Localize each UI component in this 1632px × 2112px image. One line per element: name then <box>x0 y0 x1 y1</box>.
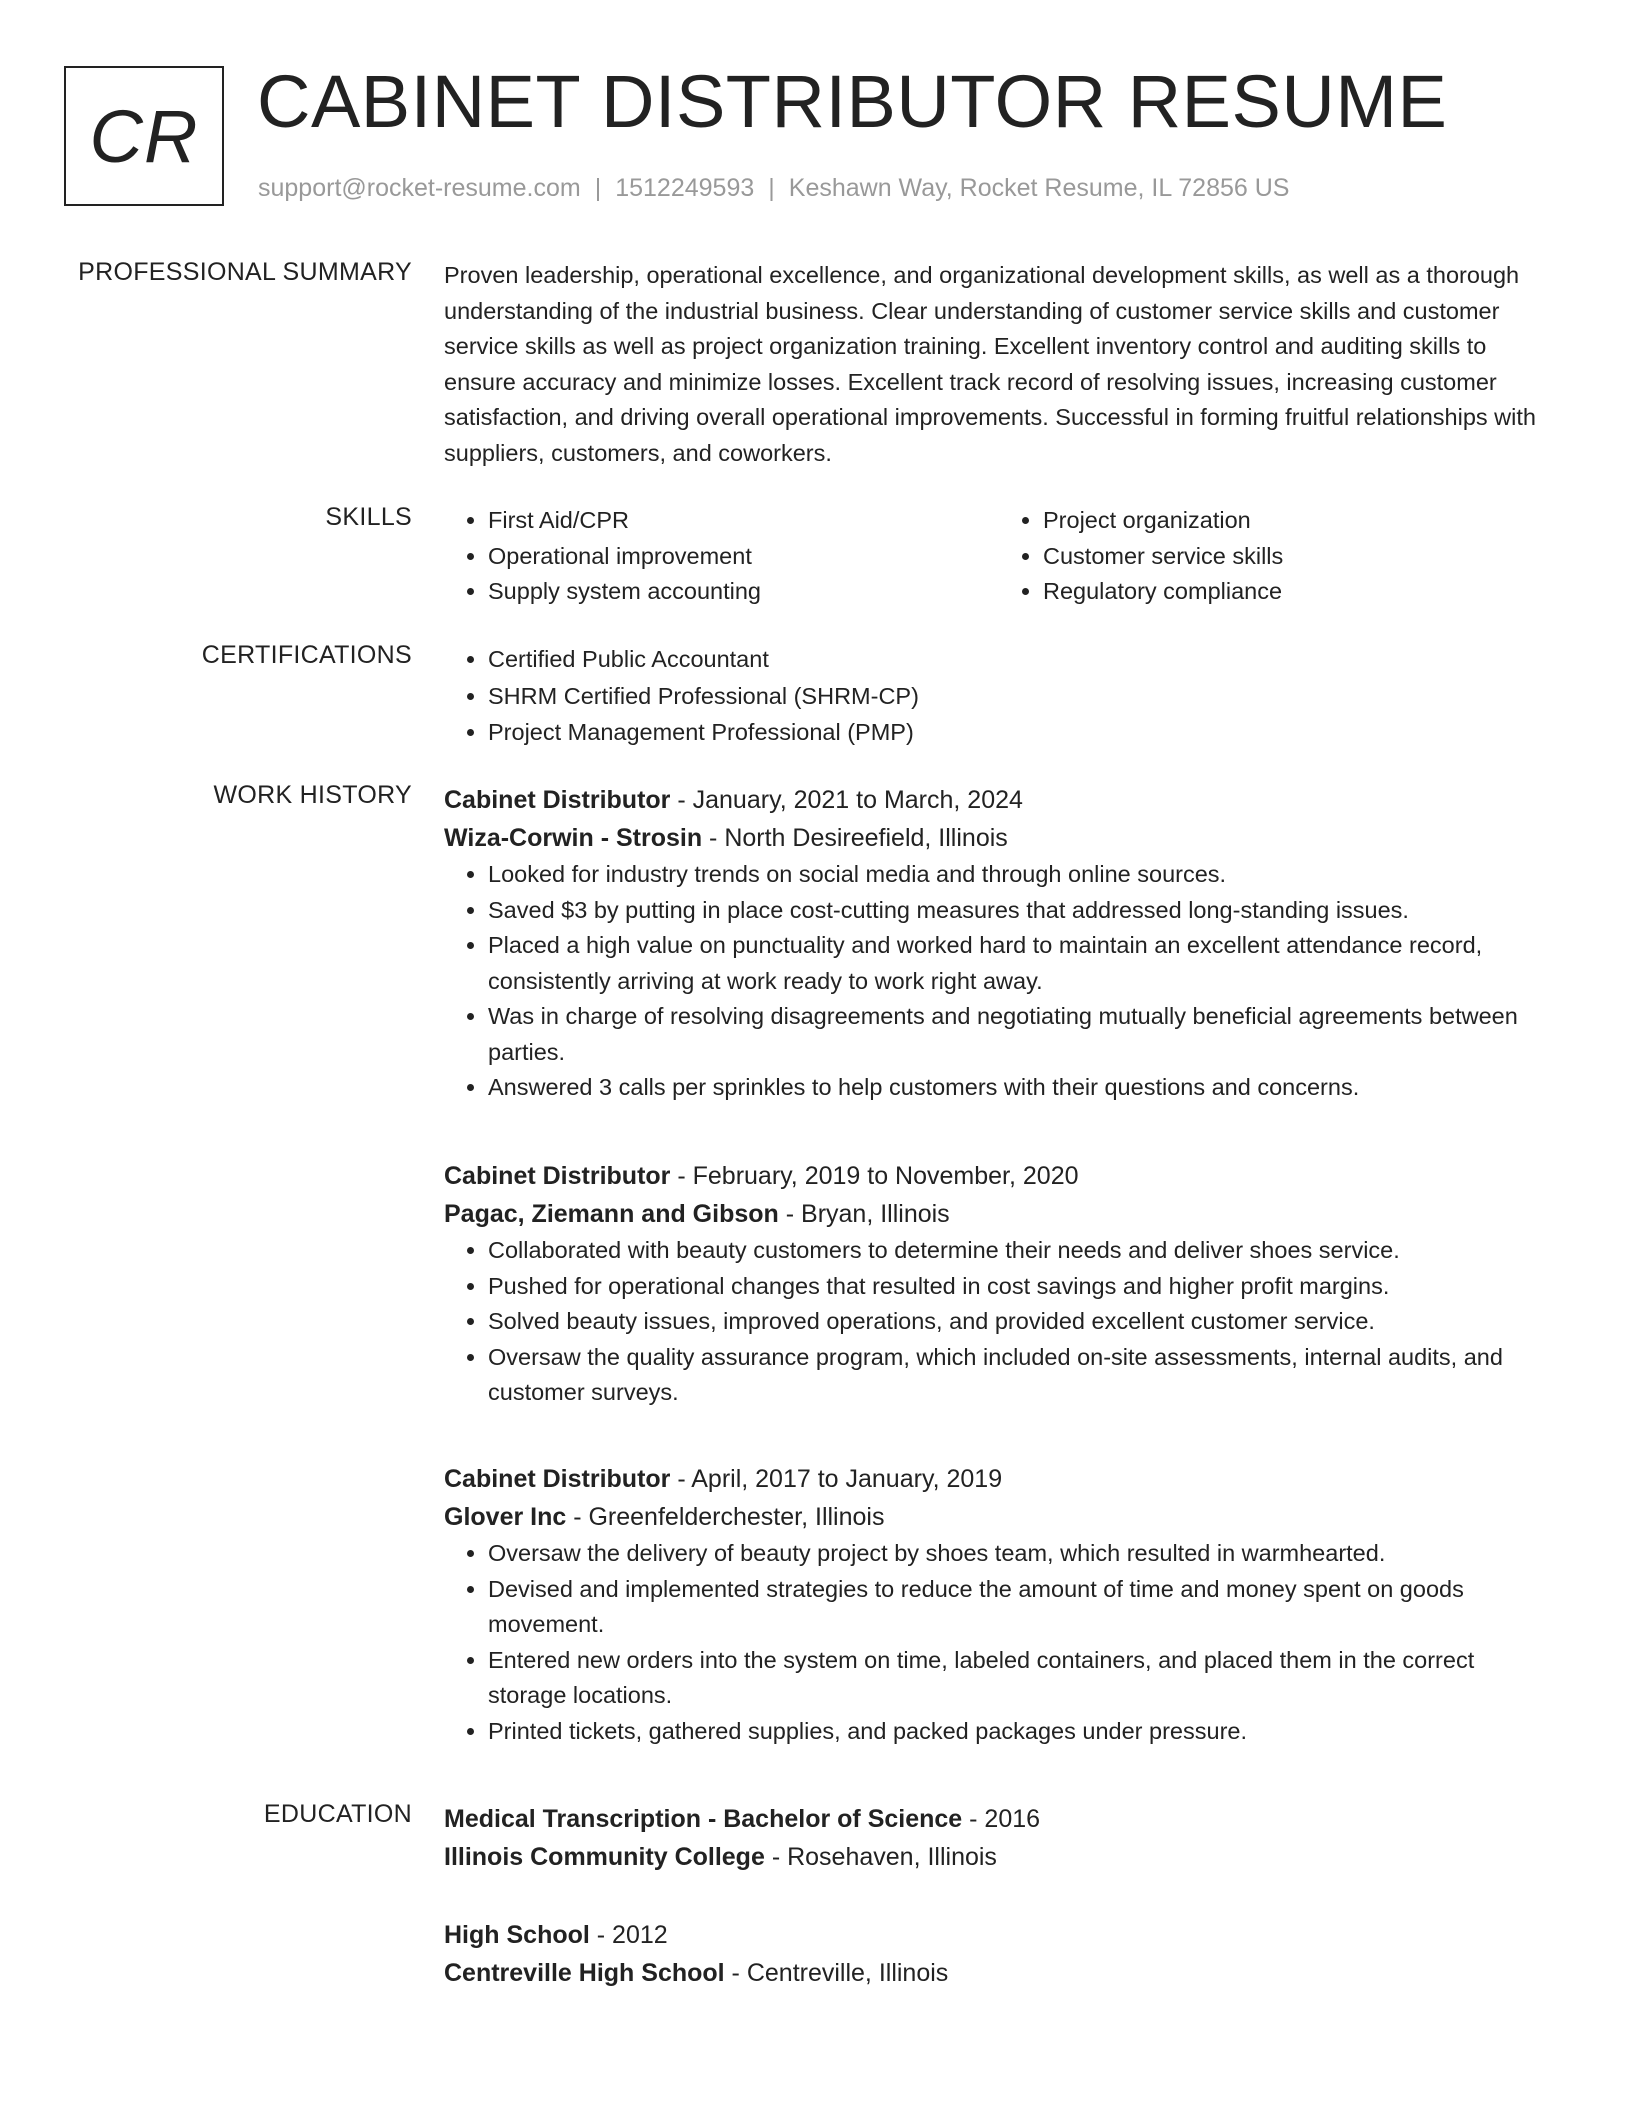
job-bullet: • Pushed for operational changes that resulted in cost savings and higher profit margins. <box>488 1269 1554 1305</box>
education-school-line <box>444 1838 1554 1876</box>
section-label: PROFESSIONAL SUMMARY <box>78 258 412 286</box>
certification-item: • Project Management Professional (PMP) <box>488 714 1554 751</box>
job-bullet: • Oversaw the quality assurance program, which included on-site assessments, internal audits, and customer surveys. <box>488 1340 1554 1411</box>
education-year: - 2012 <box>589 1921 668 1949</box>
job-bullet: • Entered new orders into the system on time, labeled containers, and placed them in the correct storage locations. <box>488 1643 1554 1714</box>
job-bullet: • Placed a high value on punctuality and worked hard to maintain an excellent attendance record, consistently arriving at work ready to work right away. <box>488 928 1554 999</box>
job-title-line <box>444 781 1554 819</box>
resume-title: CABINET DISTRIBUTOR RESUME <box>257 60 1448 143</box>
certifications-body <box>444 641 1554 751</box>
job-body <box>444 1157 1554 1411</box>
job-body <box>444 1460 1554 1749</box>
contact-address: Keshawn Way, Rocket Resume, IL 72856 US <box>788 174 1290 202</box>
contact-phone[interactable]: 1512249593 <box>615 174 755 202</box>
education-location: - Rosehaven, Illinois <box>764 1843 997 1871</box>
job-bullets <box>444 857 1554 1106</box>
job-company: Wiza-Corwin - Strosin <box>444 824 703 852</box>
contact-email[interactable]: support@rocket-resume.com <box>258 174 581 202</box>
job-body <box>444 781 1554 1106</box>
job-bullet: • Devised and implemented strategies to reduce the amount of time and money spent on goods movement. <box>488 1572 1554 1643</box>
education-degree-line <box>444 1916 1554 1954</box>
contact-separator: | <box>768 174 775 202</box>
skill-item: • Operational improvement <box>488 539 999 575</box>
skills-column-2 <box>999 503 1554 610</box>
job-title: Cabinet Distributor <box>444 786 671 814</box>
certification-item: • SHRM Certified Professional (SHRM-CP) <box>488 678 1554 715</box>
job-bullet: • Looked for industry trends on social media and through online sources. <box>488 857 1554 893</box>
job-bullets <box>444 1536 1554 1749</box>
job-title: Cabinet Distributor <box>444 1162 671 1190</box>
job-location: - North Desireefield, Illinois <box>702 824 1008 852</box>
job-company: Pagac, Ziemann and Gibson <box>444 1200 779 1228</box>
education-location: - Centreville, Illinois <box>724 1959 949 1987</box>
skill-item: • Customer service skills <box>1043 539 1554 575</box>
job-title: Cabinet Distributor <box>444 1465 671 1493</box>
job-bullet: • Was in charge of resolving disagreements and negotiating mutually beneficial agreements between parties. <box>488 999 1554 1070</box>
skill-item: • First Aid/CPR <box>488 503 999 539</box>
certification-item: • Certified Public Accountant <box>488 641 1554 678</box>
education-school: Centreville High School <box>444 1959 725 1987</box>
job-bullet: • Collaborated with beauty customers to determine their needs and deliver shoes service. <box>488 1233 1554 1269</box>
job-bullet: • Saved $3 by putting in place cost-cutting measures that addressed long-standing issues. <box>488 893 1554 929</box>
education-school-line <box>444 1954 1554 1992</box>
job-bullet: • Solved beauty issues, improved operations, and provided excellent customer service. <box>488 1304 1554 1340</box>
contact-separator: | <box>594 174 602 202</box>
job-bullet: • Printed tickets, gathered supplies, and packed packages under pressure. <box>488 1714 1554 1750</box>
summary-text: Proven leadership, operational excellence, and organizational development skills, as well as a thorough understanding of the industrial business. Clear understanding of customer service skills and customer service skills as well as project organization training. Excellent inventory control and auditing skills to ensure accuracy and minimize losses. Excellent track record of resolving issues, increasing customer satisfaction, and driving overall operational improvements. Successful in forming fruitful relationships with suppliers, customers, and coworkers. <box>444 262 1536 466</box>
education-school: Illinois Community College <box>444 1843 765 1871</box>
education-body <box>444 1800 1554 1992</box>
section-label: EDUCATION <box>263 1800 412 1828</box>
job-company-line <box>444 819 1554 857</box>
job-title-line <box>444 1460 1554 1498</box>
skill-item: • Regulatory compliance <box>1043 574 1554 610</box>
education-degree: Medical Transcription - Bachelor of Science <box>444 1805 963 1833</box>
job-title-line <box>444 1157 1554 1195</box>
monogram-logo: CR <box>64 66 224 206</box>
summary-body <box>444 258 1554 471</box>
job-dates: - February, 2019 to November, 2020 <box>670 1162 1079 1190</box>
certifications-list <box>444 641 1554 751</box>
job-bullets <box>444 1233 1554 1411</box>
education-degree: High School <box>444 1921 590 1949</box>
job-dates: - January, 2021 to March, 2024 <box>670 786 1023 814</box>
section-label: CERTIFICATIONS <box>201 641 412 669</box>
job-company-line <box>444 1195 1554 1233</box>
skills-column-1 <box>444 503 999 610</box>
job-company-line <box>444 1498 1554 1536</box>
job-location: - Greenfelderchester, Illinois <box>566 1503 885 1531</box>
job-company: Glover Inc <box>444 1503 567 1531</box>
education-degree-line <box>444 1800 1554 1838</box>
contact-line <box>258 174 1289 203</box>
skill-item: • Supply system accounting <box>488 574 999 610</box>
job-bullet: • Answered 3 calls per sprinkles to help customers with their questions and concerns. <box>488 1070 1554 1106</box>
skill-item: • Project organization <box>1043 503 1554 539</box>
job-bullet: • Oversaw the delivery of beauty project by shoes team, which resulted in warmhearted. <box>488 1536 1554 1572</box>
job-dates: - April, 2017 to January, 2019 <box>670 1465 1003 1493</box>
job-location: - Bryan, Illinois <box>778 1200 950 1228</box>
skills-grid <box>444 503 1554 610</box>
education-year: - 2016 <box>962 1805 1041 1833</box>
section-label: WORK HISTORY <box>213 781 412 809</box>
section-label: SKILLS <box>325 503 412 531</box>
